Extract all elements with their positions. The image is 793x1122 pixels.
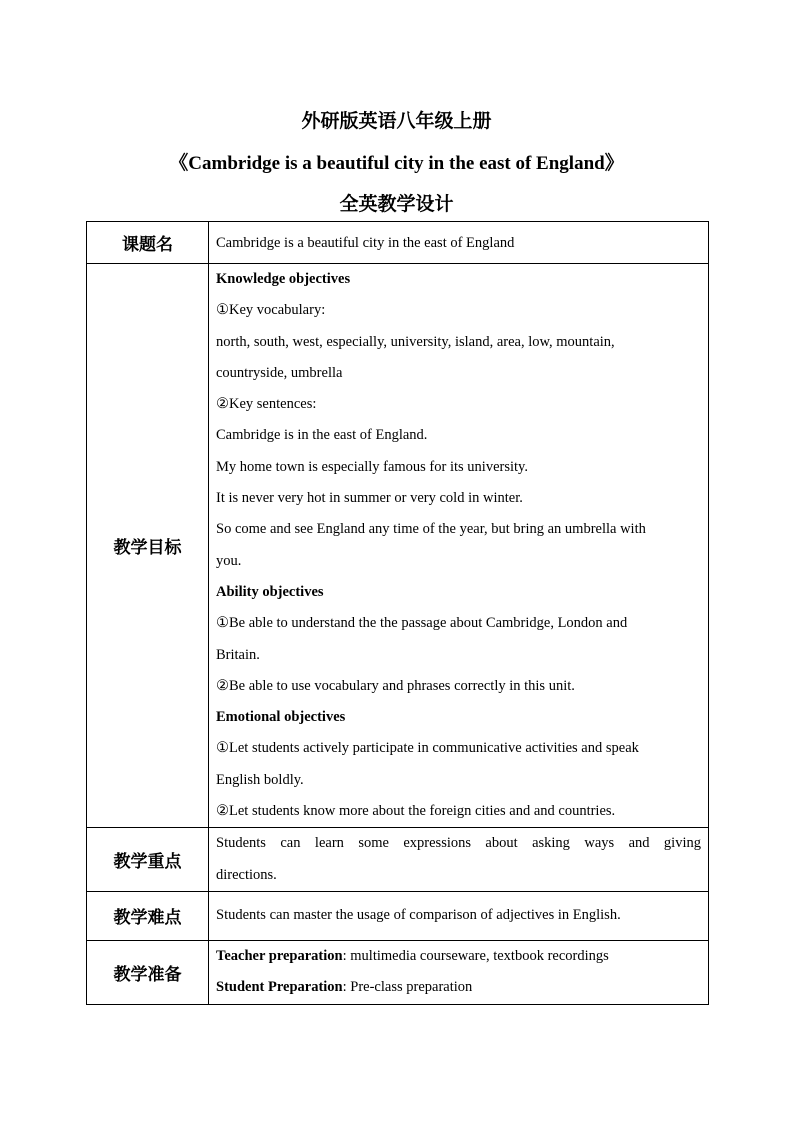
key-points-label: 教学重点 [87, 828, 209, 892]
key-sentence: My home town is especially famous for its university. [216, 458, 528, 475]
key-sentence: So come and see England any time of the year, but bring an umbrella with [216, 521, 646, 538]
table-row-difficulties [87, 891, 709, 940]
key-vocabulary-label: ①Key vocabulary: [216, 302, 326, 319]
student-preparation-text: : Pre-class preparation [342, 979, 473, 996]
ability-objectives-heading: Ability objectives [216, 583, 324, 600]
document-title: 外研版英语八年级上册 [301, 110, 492, 132]
vocabulary-line: countryside, umbrella [216, 364, 343, 381]
vocabulary-line: north, south, west, especially, university, island, area, low, mountain, [216, 333, 615, 350]
ability-objective: ①Be able to understand the the passage about Cambridge, London and [216, 615, 628, 632]
difficulties-content: Students can master the usage of comparison of adjectives in English. [209, 891, 709, 940]
key-sentence: you. [216, 552, 242, 569]
table-row-key-points [87, 828, 709, 892]
table-row-topic [87, 222, 709, 264]
key-sentence: It is never very hot in summer or very cold in winter. [216, 490, 523, 507]
key-points-line: Students can learn some expressions about asking ways and giving [216, 835, 701, 852]
emotional-objective: English boldly. [216, 771, 304, 788]
objectives-label: 教学目标 [87, 264, 209, 828]
document-subtitle: 全英教学设计 [339, 193, 454, 215]
student-preparation-line [216, 972, 701, 1003]
knowledge-objectives-heading: Knowledge objectives [216, 271, 351, 287]
teacher-preparation-line [216, 941, 701, 972]
objectives-content [209, 264, 709, 828]
lesson-plan-table [86, 221, 709, 1005]
student-preparation-label: Student Preparation [216, 979, 343, 996]
topic-label: 课题名 [87, 222, 209, 264]
table-row-preparation [87, 940, 709, 1004]
preparation-label: 教学准备 [87, 940, 209, 1004]
preparation-content [209, 940, 709, 1004]
teacher-preparation-text: : multimedia courseware, textbook recordings [342, 947, 609, 964]
emotional-objective: ②Let students know more about the foreign cities and and countries. [216, 803, 616, 820]
emotional-objective: ①Let students actively participate in communicative activities and speak [216, 740, 639, 757]
lesson-title: 《Cambridge is a beautiful city in the east of England》 [169, 153, 624, 174]
key-points-content [209, 828, 709, 892]
ability-objective: ②Be able to use vocabulary and phrases correctly in this unit. [216, 677, 575, 694]
emotional-objectives-heading: Emotional objectives [216, 709, 346, 726]
teacher-preparation-label: Teacher preparation [216, 947, 343, 964]
key-points-line: directions. [216, 866, 277, 883]
key-sentences-label: ②Key sentences: [216, 396, 317, 413]
key-sentence: Cambridge is in the east of England. [216, 427, 428, 444]
ability-objective: Britain. [216, 646, 260, 663]
topic-value: Cambridge is a beautiful city in the east of England [209, 222, 709, 264]
difficulties-label: 教学难点 [87, 891, 209, 940]
table-row-objectives [87, 264, 709, 828]
